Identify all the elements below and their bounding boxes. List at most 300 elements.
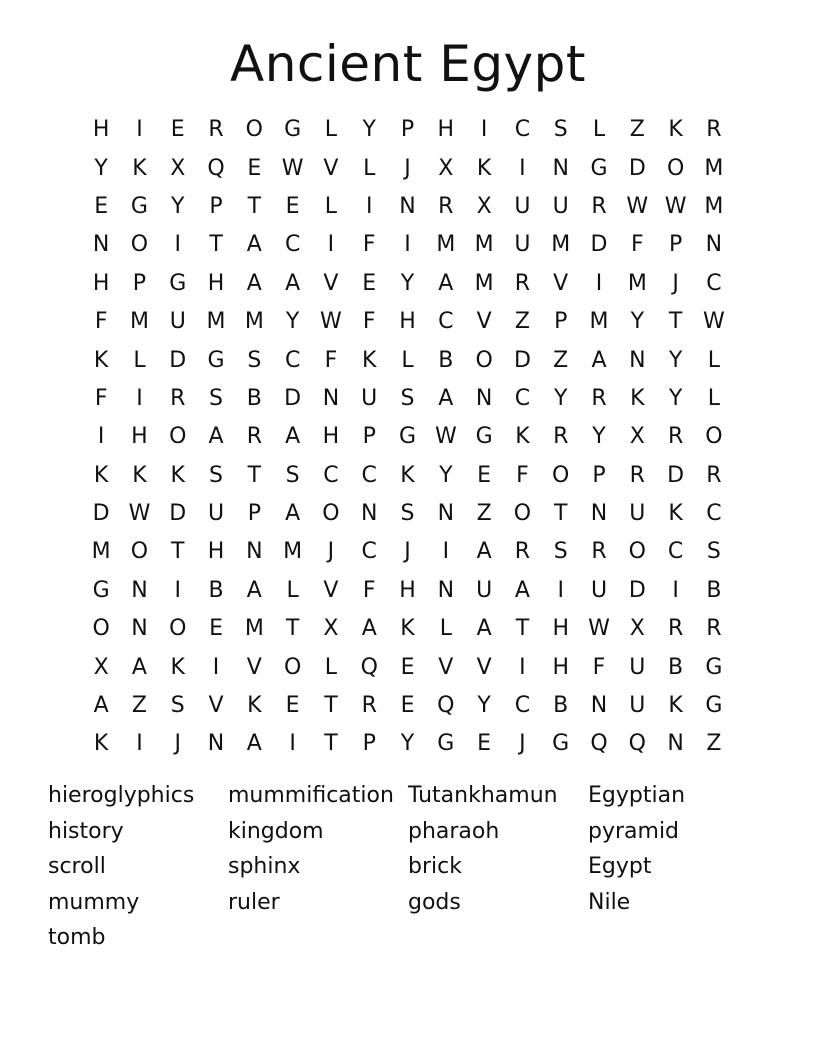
grid-letter: S — [247, 347, 262, 373]
grid-letter: A — [438, 270, 454, 296]
grid-letter: R — [667, 616, 684, 642]
grid-row — [82, 418, 733, 456]
grid-letter: B — [706, 577, 722, 603]
grid-letter: I — [442, 539, 450, 565]
grid-letter: Y — [362, 117, 376, 143]
grid-letter: W — [320, 309, 342, 335]
grid-letter: J — [174, 731, 181, 757]
grid-letter: P — [554, 309, 568, 335]
grid-letter: X — [323, 616, 339, 642]
grid-letter: E — [170, 117, 185, 143]
grid-letter: Z — [706, 731, 722, 757]
grid-letter: I — [557, 577, 564, 603]
grid-letter: H — [552, 616, 569, 642]
grid-letter: I — [174, 232, 181, 258]
grid-letter: C — [706, 501, 722, 527]
grid-letter: L — [133, 347, 146, 373]
grid-letter: E — [285, 693, 300, 719]
grid-row — [82, 495, 733, 533]
grid-letter: O — [475, 347, 493, 373]
grid-row — [82, 341, 733, 379]
grid-letter: G — [207, 347, 225, 373]
grid-letter: K — [630, 385, 645, 411]
grid-letter: F — [630, 232, 644, 258]
grid-letter: A — [93, 693, 109, 719]
word-list-item: sphinx — [228, 854, 301, 879]
grid-letter: N — [360, 501, 378, 527]
grid-letter: L — [324, 117, 338, 143]
grid-letter: P — [668, 232, 683, 258]
grid-letter: S — [706, 539, 721, 565]
grid-letter: F — [592, 654, 606, 680]
grid-letter: A — [131, 654, 147, 680]
grid-letter: N — [590, 693, 608, 719]
grid-letter: R — [438, 193, 454, 219]
grid-letter: C — [514, 693, 531, 719]
grid-letter: U — [514, 232, 531, 258]
grid-letter: A — [246, 270, 262, 296]
grid-letter: A — [246, 577, 262, 603]
grid-letter: H — [437, 117, 455, 143]
grid-letter: N — [322, 385, 340, 411]
grid-letter: A — [285, 501, 301, 527]
grid-letter: A — [476, 539, 492, 565]
grid-letter: F — [94, 309, 108, 335]
grid-letter: O — [705, 424, 723, 450]
grid-letter: O — [628, 539, 646, 565]
grid-row — [82, 572, 733, 610]
grid-letter: T — [171, 539, 185, 565]
grid-letter: D — [169, 347, 187, 373]
grid-letter: N — [131, 616, 148, 642]
grid-letter: N — [437, 501, 455, 527]
grid-row — [82, 457, 733, 495]
grid-letter: N — [705, 232, 723, 258]
word-list-item: Egyptian — [588, 783, 686, 808]
grid-letter: I — [136, 731, 143, 757]
grid-letter: C — [361, 462, 377, 488]
grid-letter: S — [400, 501, 415, 527]
grid-letter: U — [361, 385, 378, 411]
grid-letter: O — [283, 654, 302, 680]
grid-letter: N — [552, 155, 569, 181]
grid-letter: N — [246, 539, 263, 565]
grid-letter: Y — [285, 309, 300, 335]
grid-letter: X — [476, 193, 492, 219]
grid-letter: P — [362, 424, 376, 450]
grid-letter: Q — [590, 731, 608, 757]
grid-letter: M — [244, 616, 264, 642]
grid-letter: U — [476, 577, 493, 603]
grid-letter: K — [668, 117, 683, 143]
grid-letter: N — [131, 577, 148, 603]
word-list-item: pharaoh — [408, 818, 500, 844]
grid-letter: V — [476, 654, 492, 680]
grid-letter: R — [514, 539, 531, 565]
grid-letter: Q — [207, 155, 225, 181]
grid-letter: R — [514, 270, 531, 296]
grid-letter: V — [553, 270, 569, 296]
grid-letter: N — [590, 501, 608, 527]
grid-letter: U — [207, 501, 225, 527]
grid-letter: T — [247, 462, 262, 488]
grid-letter: S — [553, 117, 568, 143]
grid-letter: P — [592, 462, 606, 488]
grid-letter: X — [629, 616, 645, 642]
grid-letter: R — [246, 424, 262, 450]
grid-letter: G — [437, 731, 455, 757]
grid-letter: L — [324, 193, 338, 219]
grid-letter: I — [327, 232, 335, 258]
grid-row — [82, 648, 733, 686]
grid-letter: K — [515, 424, 530, 450]
grid-letter: R — [591, 539, 607, 565]
grid-letter: R — [170, 385, 186, 411]
grid-letter: I — [136, 385, 143, 411]
grid-letter: F — [324, 347, 338, 373]
grid-letter: D — [169, 501, 187, 527]
grid-letter: G — [398, 424, 417, 450]
grid-letter: K — [247, 693, 262, 719]
grid-letter: M — [436, 232, 456, 258]
grid-letter: H — [399, 309, 416, 335]
grid-letter: K — [170, 462, 185, 488]
grid-letter: C — [514, 117, 531, 143]
grid-letter: Q — [628, 731, 646, 757]
grid-letter: H — [131, 424, 148, 450]
grid-letter: A — [246, 731, 262, 757]
word-list-item: brick — [408, 854, 462, 879]
word-list-item: mummy — [48, 889, 140, 915]
grid-letter: N — [399, 193, 416, 219]
grid-letter: A — [285, 270, 301, 296]
grid-letter: U — [629, 654, 646, 680]
grid-letter: I — [672, 577, 679, 603]
grid-letter: L — [439, 616, 452, 642]
grid-letter: R — [591, 193, 607, 219]
grid-letter: U — [514, 193, 531, 219]
grid-letter: G — [130, 193, 148, 219]
grid-letter: M — [474, 270, 494, 296]
grid-letter: B — [553, 693, 569, 719]
grid-letter: H — [322, 424, 340, 450]
grid-letter: O — [552, 462, 570, 488]
grid-letter: K — [400, 616, 415, 642]
word-list-item: Tutankhamun — [408, 783, 558, 808]
grid-letter: R — [553, 424, 569, 450]
grid-letter: X — [438, 155, 454, 181]
grid-letter: E — [285, 193, 300, 219]
grid-letter: L — [401, 347, 414, 373]
grid-row — [82, 188, 733, 226]
grid-letter: V — [323, 270, 339, 296]
word-list-item: pyramid — [588, 818, 680, 844]
grid-letter: O — [666, 155, 685, 181]
grid-letter: Y — [171, 193, 185, 219]
grid-letter: N — [629, 347, 646, 373]
grid-letter: D — [513, 347, 531, 373]
grid-letter: H — [207, 270, 225, 296]
grid-letter: W — [281, 155, 304, 181]
grid-letter: S — [209, 462, 224, 488]
word-list-item: gods — [408, 889, 461, 915]
grid-letter: A — [285, 424, 301, 450]
grid-row — [82, 303, 733, 341]
grid-letter: L — [286, 577, 299, 603]
grid-letter: C — [667, 539, 684, 565]
grid-letter: U — [629, 501, 646, 527]
grid-letter: S — [400, 385, 415, 411]
grid-letter: G — [92, 577, 110, 603]
grid-letter: O — [92, 616, 110, 642]
grid-row — [82, 610, 733, 648]
grid-letter: O — [169, 424, 187, 450]
grid-letter: R — [361, 693, 377, 719]
page-title: Ancient Egypt — [230, 35, 586, 93]
grid-letter: E — [247, 155, 262, 181]
grid-letter: U — [169, 309, 186, 335]
grid-letter: P — [132, 270, 147, 296]
grid-letter: F — [94, 385, 108, 411]
grid-letter: V — [323, 577, 339, 603]
grid-letter: T — [324, 731, 338, 757]
grid-letter: M — [206, 309, 226, 335]
grid-letter: O — [245, 117, 263, 143]
grid-letter: M — [474, 232, 494, 258]
grid-row — [82, 226, 733, 264]
grid-letter: E — [209, 616, 223, 642]
grid-letter: N — [92, 232, 110, 258]
grid-letter: L — [707, 385, 721, 411]
grid-letter: G — [705, 693, 723, 719]
grid-letter: L — [324, 654, 338, 680]
grid-letter: K — [668, 693, 683, 719]
grid-letter: D — [628, 577, 646, 603]
grid-letter: M — [129, 309, 149, 335]
grid-letter: R — [706, 616, 722, 642]
grid-letter: W — [434, 424, 457, 450]
grid-letter: Y — [400, 270, 415, 296]
grid-letter: W — [128, 501, 151, 527]
grid-letter: F — [362, 309, 376, 335]
grid-letter: O — [513, 501, 532, 527]
grid-letter: K — [362, 347, 377, 373]
grid-letter: V — [438, 654, 454, 680]
grid-row — [82, 725, 733, 763]
grid-row — [82, 687, 733, 725]
grid-letter: Y — [94, 155, 108, 181]
grid-letter: C — [323, 462, 339, 488]
grid-letter: E — [477, 731, 492, 757]
grid-letter: Z — [131, 693, 147, 719]
grid-letter: Y — [400, 731, 415, 757]
grid-letter: O — [169, 616, 187, 642]
grid-letter: I — [480, 117, 488, 143]
word-list-item: kingdom — [228, 818, 324, 844]
grid-letter: R — [208, 117, 224, 143]
grid-letter: Y — [630, 309, 645, 335]
grid-letter: K — [400, 462, 415, 488]
grid-letter: W — [626, 193, 649, 219]
grid-letter: J — [519, 731, 526, 757]
grid-letter: H — [92, 270, 110, 296]
word-list-item: hieroglyphics — [48, 783, 195, 808]
grid-letter: W — [664, 193, 687, 219]
grid-letter: I — [519, 654, 526, 680]
grid-letter: A — [361, 616, 377, 642]
grid-letter: R — [591, 385, 607, 411]
grid-letter: F — [362, 577, 376, 603]
grid-letter: I — [519, 155, 526, 181]
grid-row — [82, 111, 733, 149]
grid-letter: H — [92, 117, 110, 143]
grid-letter: T — [324, 693, 338, 719]
grid-letter: A — [514, 577, 530, 603]
grid-letter: H — [399, 577, 416, 603]
grid-letter: R — [667, 424, 684, 450]
grid-letter: M — [627, 270, 647, 296]
grid-letter: N — [667, 731, 684, 757]
grid-letter: B — [246, 385, 262, 411]
grid-letter: M — [551, 232, 571, 258]
grid-row — [82, 380, 733, 418]
grid-letter: M — [704, 155, 724, 181]
grid-letter: M — [704, 193, 724, 219]
grid-letter: Y — [553, 385, 568, 411]
grid-letter: C — [284, 232, 301, 258]
grid-letter: K — [132, 155, 147, 181]
grid-letter: H — [552, 654, 569, 680]
grid-letter: Q — [360, 654, 378, 680]
grid-letter: K — [93, 462, 109, 488]
grid-row — [82, 533, 733, 571]
grid-letter: G — [590, 155, 608, 181]
grid-letter: E — [400, 693, 415, 719]
grid-letter: U — [590, 577, 608, 603]
grid-letter: G — [475, 424, 493, 450]
grid-letter: T — [209, 232, 223, 258]
grid-letter: D — [628, 155, 646, 181]
word-list-item: Nile — [588, 889, 631, 915]
grid-letter: O — [322, 501, 340, 527]
grid-letter: L — [707, 347, 721, 373]
grid-letter: Z — [514, 309, 530, 335]
grid-letter: J — [404, 155, 411, 181]
grid-letter: N — [207, 731, 225, 757]
word-list-item: ruler — [228, 889, 280, 915]
grid-letter: F — [362, 232, 376, 258]
grid-letter: A — [246, 232, 262, 258]
grid-letter: A — [208, 424, 224, 450]
grid-letter: T — [285, 616, 300, 642]
word-list — [48, 778, 768, 956]
grid-letter: J — [672, 270, 679, 296]
grid-letter: V — [208, 693, 224, 719]
grid-letter: V — [476, 309, 492, 335]
grid-letter: I — [136, 117, 143, 143]
grid-letter: G — [705, 654, 723, 680]
grid-letter: J — [327, 539, 335, 565]
grid-letter: Y — [668, 385, 683, 411]
letter-grid — [82, 111, 733, 764]
grid-letter: Y — [668, 347, 683, 373]
grid-letter: C — [438, 309, 454, 335]
grid-letter: M — [91, 539, 111, 565]
grid-letter: S — [553, 539, 568, 565]
grid-letter: G — [552, 731, 570, 757]
grid-letter: Z — [553, 347, 569, 373]
grid-letter: W — [588, 616, 610, 642]
grid-letter: F — [516, 462, 529, 488]
grid-letter: B — [668, 654, 684, 680]
grid-letter: W — [703, 309, 725, 335]
grid-letter: I — [212, 654, 220, 680]
grid-letter: X — [170, 155, 186, 181]
grid-letter: A — [591, 347, 607, 373]
grid-letter: N — [437, 577, 455, 603]
grid-letter: D — [284, 385, 302, 411]
grid-letter: U — [629, 693, 646, 719]
word-list-item: history — [48, 818, 124, 844]
grid-letter: M — [283, 539, 303, 565]
grid-letter: K — [668, 501, 683, 527]
grid-row — [82, 265, 733, 303]
grid-letter: I — [595, 270, 603, 296]
grid-letter: L — [592, 117, 606, 143]
grid-letter: Y — [439, 462, 453, 488]
grid-letter: D — [590, 232, 608, 258]
grid-letter: V — [323, 155, 339, 181]
grid-letter: L — [363, 155, 376, 181]
grid-letter: S — [285, 462, 300, 488]
grid-letter: T — [247, 193, 262, 219]
grid-letter: I — [404, 232, 411, 258]
grid-letter: D — [667, 462, 685, 488]
grid-letter: P — [400, 117, 415, 143]
grid-letter: M — [589, 309, 609, 335]
grid-letter: K — [170, 654, 185, 680]
grid-letter: B — [438, 347, 454, 373]
grid-letter: A — [476, 616, 492, 642]
grid-letter: O — [130, 232, 149, 258]
word-list-item: mummification — [228, 783, 394, 808]
grid-letter: Z — [476, 501, 492, 527]
grid-letter: G — [284, 117, 302, 143]
grid-letter: Y — [477, 693, 491, 719]
grid-letter: I — [174, 577, 181, 603]
grid-letter: R — [629, 462, 645, 488]
word-list-item: tomb — [48, 925, 106, 950]
grid-letter: R — [706, 462, 722, 488]
grid-letter: E — [362, 270, 377, 296]
grid-letter: I — [97, 424, 105, 450]
grid-letter: H — [207, 539, 225, 565]
grid-letter: T — [515, 616, 530, 642]
grid-letter: Z — [629, 117, 645, 143]
word-list-item: scroll — [48, 854, 106, 879]
grid-letter: E — [94, 193, 109, 219]
grid-letter: G — [169, 270, 187, 296]
grid-letter: U — [552, 193, 569, 219]
grid-row — [82, 149, 733, 187]
grid-letter: J — [404, 539, 411, 565]
grid-letter: B — [208, 577, 224, 603]
grid-letter: X — [93, 654, 109, 680]
grid-letter: I — [289, 731, 296, 757]
grid-letter: K — [93, 731, 109, 757]
grid-letter: C — [514, 385, 531, 411]
grid-letter: X — [629, 424, 645, 450]
